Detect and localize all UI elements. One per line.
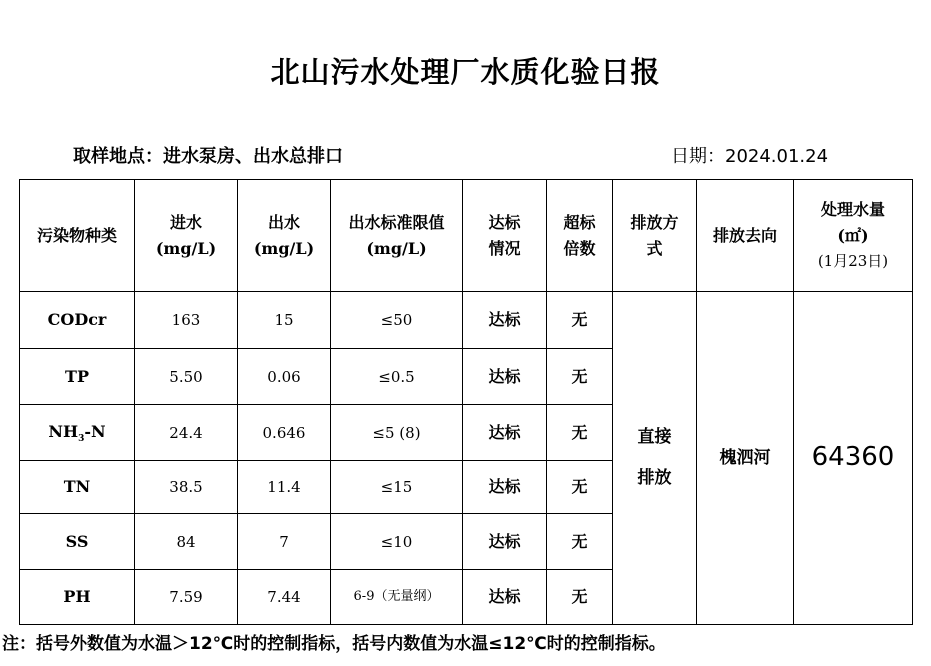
pollutant-name: TN: [20, 461, 135, 514]
water-quality-table: [19, 179, 913, 625]
outflow-value: 11.4: [238, 461, 331, 514]
header-limit: 出水标准限值 (mg/L): [331, 180, 463, 292]
exceed-multiple: 无: [547, 405, 613, 461]
limit-value: ≤15: [331, 461, 463, 514]
treated-volume: 64360: [794, 292, 913, 625]
limit-value: ≤5 (8): [331, 405, 463, 461]
compliance-status: 达标: [463, 405, 547, 461]
inflow-value: 7.59: [135, 570, 238, 625]
compliance-status: 达标: [463, 514, 547, 570]
header-compliance: 达标 情况: [463, 180, 547, 292]
limit-value: ≤10: [331, 514, 463, 570]
sampling-site: 取样地点：进水泵房、出水总排口: [73, 146, 343, 167]
compliance-status: 达标: [463, 292, 547, 349]
exceed-multiple: 无: [547, 570, 613, 625]
table-row: [20, 292, 913, 349]
header-outflow: 出水 (mg/L): [238, 180, 331, 292]
inflow-value: 24.4: [135, 405, 238, 461]
outflow-value: 0.646: [238, 405, 331, 461]
inflow-value: 163: [135, 292, 238, 349]
compliance-status: 达标: [463, 570, 547, 625]
report-title: 北山污水处理厂水质化验日报: [270, 55, 661, 89]
pollutant-name: SS: [20, 514, 135, 570]
limit-value: ≤0.5: [331, 349, 463, 405]
header-pollutant: 污染物种类: [20, 180, 135, 292]
inflow-value: 84: [135, 514, 238, 570]
inflow-value: 38.5: [135, 461, 238, 514]
exceed-multiple: 无: [547, 514, 613, 570]
compliance-status: 达标: [463, 349, 547, 405]
exceed-multiple: 无: [547, 461, 613, 514]
pollutant-name: PH: [20, 570, 135, 625]
header-row: [20, 180, 913, 292]
header-exceed-multiple: 超标 倍数: [547, 180, 613, 292]
footnote: 注：括号外数值为水温＞12℃时的控制指标，括号内数值为水温≤12℃时的控制指标。: [2, 634, 666, 654]
limit-value: 6-9（无量纲）: [331, 570, 463, 625]
discharge-mode: 直接 排放: [613, 292, 697, 625]
exceed-multiple: 无: [547, 349, 613, 405]
outflow-value: 15: [238, 292, 331, 349]
discharge-destination: 槐泗河: [697, 292, 794, 625]
pollutant-name: CODcr: [20, 292, 135, 349]
outflow-value: 7: [238, 514, 331, 570]
report-date: 日期：2024.01.24: [671, 146, 829, 167]
outflow-value: 7.44: [238, 570, 331, 625]
header-inflow: 进水 (mg/L): [135, 180, 238, 292]
pollutant-name: $NH_3-N$: [20, 405, 135, 461]
exceed-multiple: 无: [547, 292, 613, 349]
limit-value: ≤50: [331, 292, 463, 349]
header-destination: 排放去向: [697, 180, 794, 292]
compliance-status: 达标: [463, 461, 547, 514]
pollutant-name: TP: [20, 349, 135, 405]
header-discharge-mode: 排放方 式: [613, 180, 697, 292]
outflow-value: 0.06: [238, 349, 331, 405]
inflow-value: 5.50: [135, 349, 238, 405]
header-volume: 处理水量 (㎡) (1月23日): [794, 180, 913, 292]
